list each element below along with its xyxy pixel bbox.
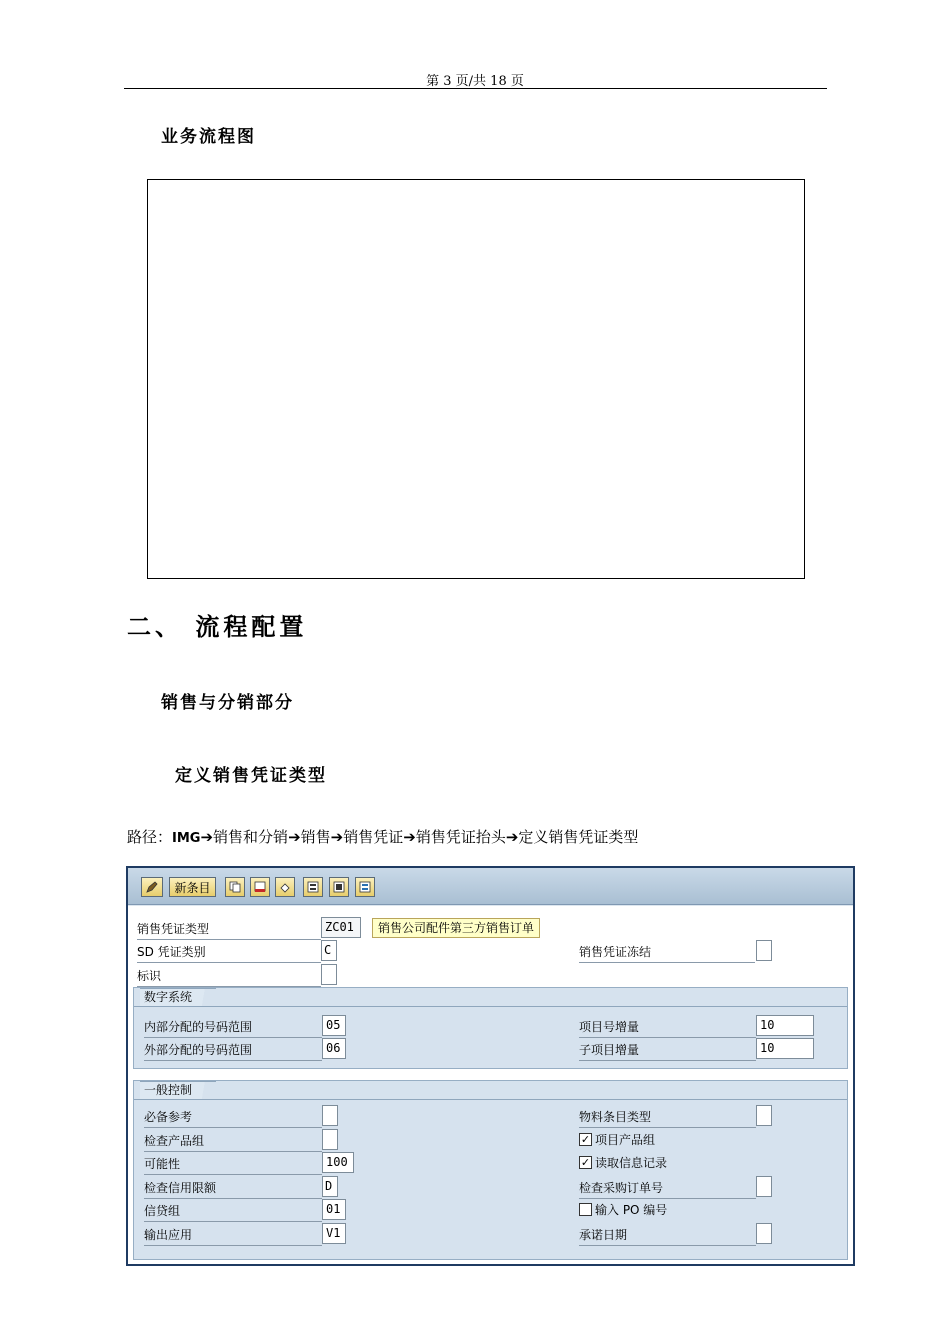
- delete-button[interactable]: [250, 877, 270, 897]
- read-info-checkbox[interactable]: [579, 1154, 667, 1171]
- page-indicator: 第 3 页/共 18 页: [426, 74, 524, 89]
- header-rule: [124, 88, 827, 89]
- heading-process-config: 二、 流程配置: [127, 613, 308, 641]
- doc-type-field[interactable]: ZC01: [321, 917, 361, 938]
- doc-block-label: 销售凭证冻结: [579, 943, 755, 963]
- copy-icon: [229, 881, 241, 893]
- read-info-label: 读取信息记录: [595, 1156, 668, 1170]
- item-division-checkbox[interactable]: [579, 1131, 655, 1148]
- enter-po-label: 输入 PO 编号: [595, 1203, 668, 1217]
- heading-sales-distribution: 销售与分销部分: [161, 693, 294, 713]
- sap-window: [126, 866, 855, 1266]
- item-division-label: 项目产品组: [595, 1133, 656, 1147]
- delete-icon: [254, 881, 266, 893]
- material-entry-label: 物料条目类型: [579, 1108, 756, 1128]
- external-range-field[interactable]: 06: [322, 1038, 346, 1059]
- arrow-icon: ➔: [403, 828, 416, 846]
- subitem-increment-field[interactable]: 10: [756, 1038, 814, 1059]
- arrow-icon: ➔: [505, 828, 519, 846]
- select-block-button[interactable]: [329, 877, 349, 897]
- item-increment-label: 项目号增量: [579, 1018, 756, 1038]
- material-entry-field[interactable]: [756, 1105, 772, 1126]
- check-division-label: 检查产品组: [144, 1132, 322, 1152]
- select-all-icon: [307, 881, 319, 893]
- deselect-all-button[interactable]: [355, 877, 375, 897]
- arrow-icon: ➔: [330, 828, 344, 846]
- pencil-glasses-icon: [146, 881, 158, 893]
- path-step: 定义销售凭证类型: [518, 828, 639, 846]
- indicator-field[interactable]: [321, 964, 337, 985]
- indicator-label: 标识: [137, 967, 321, 987]
- internal-range-label: 内部分配的号码范围: [144, 1018, 322, 1038]
- display-change-button[interactable]: [141, 877, 163, 897]
- copy-as-button[interactable]: [225, 877, 245, 897]
- heading-define-doc-type: 定义销售凭证类型: [175, 766, 327, 786]
- select-block-icon: [333, 881, 345, 893]
- credit-group-field[interactable]: 01: [322, 1199, 346, 1220]
- checkbox-checked-icon: ✓: [580, 1133, 591, 1146]
- doc-block-field[interactable]: [756, 940, 772, 961]
- select-all-button[interactable]: [303, 877, 323, 897]
- probability-field[interactable]: 100: [322, 1152, 354, 1173]
- undo-icon: [279, 881, 291, 893]
- item-increment-field[interactable]: 10: [756, 1015, 814, 1036]
- path-step: 销售和分销: [213, 828, 289, 846]
- img-path: [127, 826, 638, 847]
- probability-label: 可能性: [144, 1155, 322, 1175]
- output-app-label: 输出应用: [144, 1226, 322, 1246]
- heading-business-flow: 业务流程图: [161, 127, 256, 147]
- checkbox-checked-icon: ✓: [580, 1156, 591, 1169]
- checkbox-empty-icon: [579, 1203, 592, 1216]
- new-entries-button[interactable]: 新条目: [169, 877, 216, 897]
- general-control-title: 一般控制: [140, 1081, 216, 1099]
- check-po-label: 检查采购订单号: [579, 1179, 756, 1199]
- arrow-icon: ➔: [288, 828, 301, 846]
- output-app-field[interactable]: V1: [322, 1223, 346, 1244]
- deselect-all-icon: [359, 881, 371, 893]
- ref-mandatory-field[interactable]: [322, 1105, 338, 1126]
- path-img: IMG: [172, 831, 201, 846]
- credit-group-label: 信贷组: [144, 1202, 322, 1222]
- sap-form: [128, 906, 853, 1264]
- check-credit-label: 检查信用限额: [144, 1179, 322, 1199]
- external-range-label: 外部分配的号码范围: [144, 1041, 322, 1061]
- number-systems-group: [133, 987, 848, 1069]
- flow-diagram-box: [147, 179, 805, 579]
- sap-toolbar: [128, 868, 853, 905]
- ref-mandatory-label: 必备参考: [144, 1108, 322, 1128]
- check-po-field[interactable]: [756, 1176, 772, 1197]
- group-divider: [134, 1006, 847, 1007]
- check-division-field[interactable]: [322, 1129, 338, 1150]
- path-prefix: 路径：: [127, 828, 173, 846]
- doc-type-description: 销售公司配件第三方销售订单: [372, 918, 540, 938]
- doc-type-label: 销售凭证类型: [137, 920, 321, 940]
- subitem-increment-label: 子项目增量: [579, 1041, 756, 1061]
- general-control-group: [133, 1080, 848, 1260]
- check-credit-field[interactable]: D: [322, 1176, 338, 1197]
- promise-date-field[interactable]: [756, 1223, 772, 1244]
- arrow-icon: ➔: [200, 828, 214, 846]
- promise-date-label: 承诺日期: [579, 1226, 756, 1246]
- undo-change-button[interactable]: [275, 877, 295, 897]
- path-step: 销售凭证抬头: [415, 828, 506, 846]
- internal-range-field[interactable]: 05: [322, 1015, 346, 1036]
- group-divider: [134, 1099, 847, 1100]
- sd-category-field[interactable]: C: [321, 940, 337, 961]
- enter-po-checkbox[interactable]: [579, 1201, 667, 1218]
- path-step: 销售凭证: [343, 828, 404, 846]
- path-step: 销售: [300, 828, 331, 846]
- sd-category-label: SD 凭证类别: [137, 943, 321, 963]
- number-systems-title: 数字系统: [140, 988, 216, 1006]
